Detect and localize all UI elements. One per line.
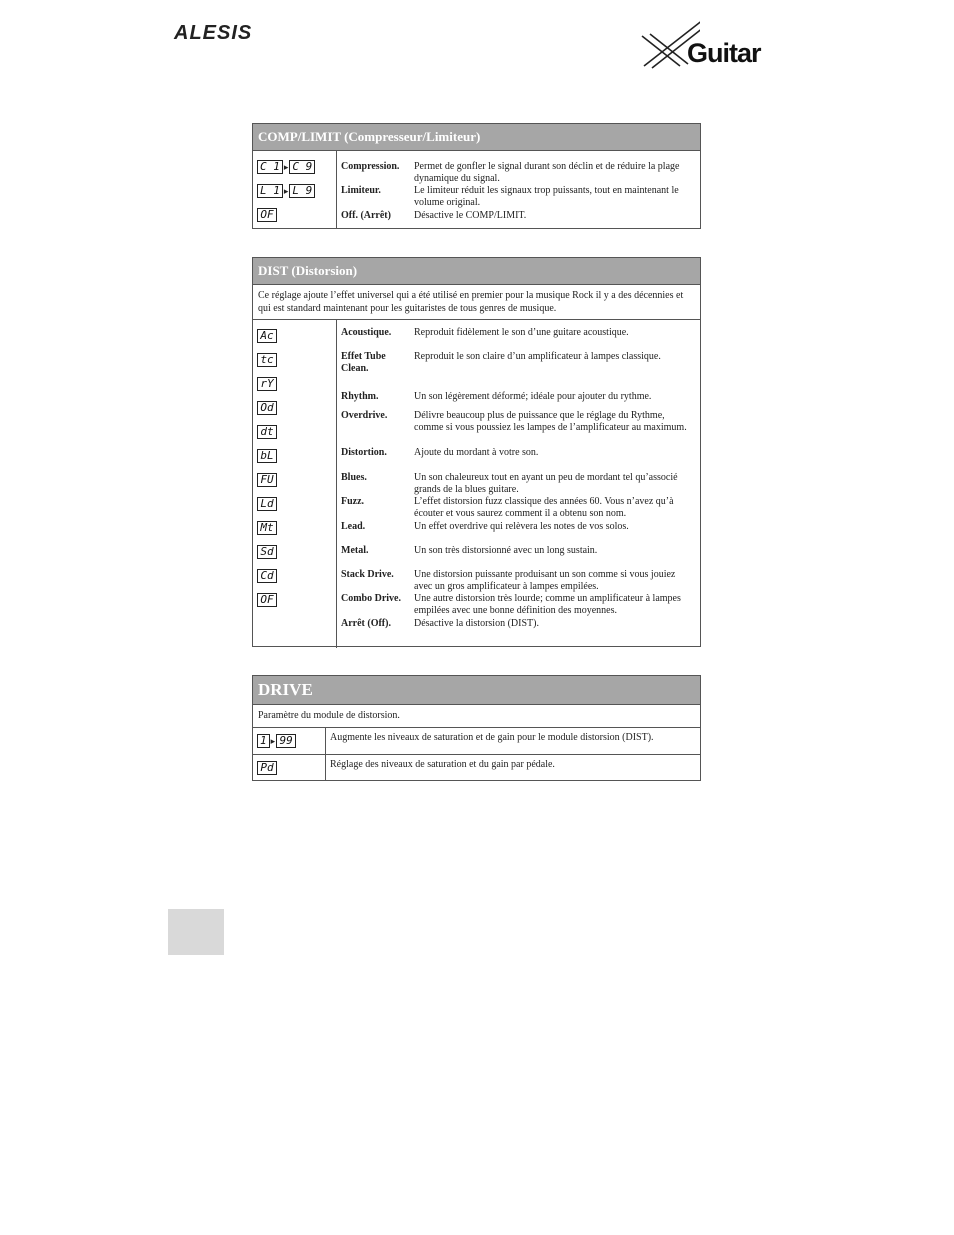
lcd-code: FU [257,472,277,488]
drive-code-cell [253,728,326,754]
list-item: Effet Tube Clean. Reproduit le son claire d’un amplificateur à lampes classique. [341,351,661,374]
arrow-right-icon: ▸ [283,161,289,172]
lcd-code: Cd [257,568,277,584]
arrow-right-icon: ▸ [270,735,276,746]
lcd-code: L 1 ▸ L 9 [257,183,315,199]
lcd-code: C 1 ▸ C 9 [257,159,315,175]
lcd-code: bL [257,448,277,464]
table-row [253,755,700,781]
drive-title: DRIVE [253,676,700,705]
xguitar-logo [640,16,770,72]
xguitar-logo-text: Guitar [687,38,761,68]
list-item: Lead. Un effet overdrive qui relèvera les notes de vos solos. [341,521,629,532]
list-item: Limiteur. Le limiteur réduit les signaux trop puissants, tout en maintenant le volume original. [341,185,679,208]
lcd-code: Mt [257,520,277,536]
dist-row [253,320,700,648]
list-item: Blues. Un son chaleureux tout en ayant un peu de mordant tel qu’associé grands de la blues guitare. [341,472,678,495]
drive-intro: Paramètre du module de distorsion. [253,705,700,728]
list-item: Distortion. Ajoute du mordant à votre son. [341,447,539,458]
dist-codes [253,320,337,648]
comp-limit-title: COMP/LIMIT (Compresseur/Limiteur) [253,124,700,151]
list-item: Rhythm. Un son légèrement déformé; idéale pour ajouter du rythme. [341,391,652,402]
dist-descriptions [337,320,700,648]
lcd-code: rY [257,376,277,392]
list-item: Acoustique. Reproduit fidèlement le son d’une guitare acoustique. [341,327,629,338]
list-item: Stack Drive. Une distorsion puissante produisant un son comme si vous jouiez avec un gros amplificateur à lampes empilées. [341,569,676,592]
dist-title: DIST (Distorsion) [253,258,700,285]
alesis-logo-text: ALESIS [174,22,253,44]
drive-code-cell [253,755,326,781]
comp-limit-codes [253,151,337,229]
list-item: Off. (Arrêt) Désactive le COMP/LIMIT. [341,210,527,221]
lcd-code: OF [257,207,277,223]
drive-desc: Réglage des niveaux de saturation et du gain par pédale. [330,759,555,770]
comp-limit-table [252,123,701,229]
lcd-code: dt [257,424,277,440]
list-item: Metal. Un son très distorsionné avec un long sustain. [341,545,598,556]
table-row [253,728,700,755]
dist-intro: Ce réglage ajoute l’effet universel qui a été utilisé en premier pour la musique Rock il y a des décennies et qui est standard maintenant pour les guitaristes de tous genres de musique. [253,285,700,320]
lcd-code: 1 ▸ 99 [257,733,296,749]
page-tab-marker [168,909,224,955]
comp-limit-row [253,151,700,229]
list-item: Arrêt (Off). Désactive la distorsion (DIST). [341,618,539,629]
lcd-code: Ac [257,328,277,344]
lcd-code: OF [257,592,277,608]
drive-table [252,675,701,781]
dist-table [252,257,701,647]
lcd-code: Sd [257,544,277,560]
lcd-code: Pd [257,760,277,776]
drive-desc: Augmente les niveaux de saturation et de gain pour le module distorsion (DIST). [330,732,654,743]
lcd-code: tc [257,352,277,368]
list-item: Combo Drive. Une autre distorsion très lourde; comme un amplificateur à lampes empilées avec une bonne définition des moyennes. [341,593,681,616]
lcd-code: Od [257,400,277,416]
list-item: Fuzz. L’effet distorsion fuzz classique des années 60. Vous n’avez qu’à écouter et vous saurez comment il a obtenu son nom. [341,496,674,519]
lcd-code: Ld [257,496,277,512]
comp-limit-descriptions [337,151,700,229]
arrow-right-icon: ▸ [283,185,289,196]
list-item: Overdrive. Délivre beaucoup plus de puissance que le réglage du Rythme, comme si vous poussiez les lampes de l’amplificateur au maximum. [341,410,687,433]
list-item: Compression. Permet de gonfler le signal durant son déclin et de réduire la plage dynamique du signal. [341,161,680,184]
alesis-logo [174,22,280,44]
